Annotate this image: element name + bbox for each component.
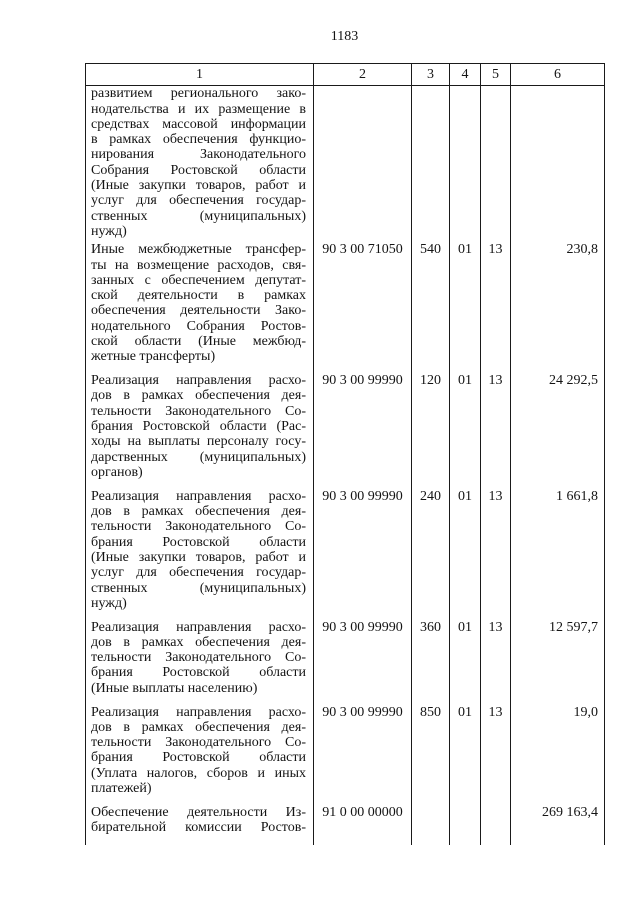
description-line: услуг для обеспечения государ- [91,193,306,209]
expense-type-cell [412,86,450,242]
description-line: Реализация направления расхо- [91,619,306,635]
code-cell: 90 3 00 99990 [314,705,412,805]
description-line: развитием регионального зако- [91,86,306,102]
table-row [86,620,605,705]
description-cell [86,86,314,242]
amount-cell: 12 597,7 [511,620,605,705]
description-line: нодательного Собрания Ростов- [91,318,306,334]
description-line: Обеспечение деятельности Из- [91,804,306,820]
description-line: услуг для обеспечения государ- [91,565,306,581]
description-line: ственных (муниципальных) [91,208,306,224]
amount-cell: 24 292,5 [511,373,605,489]
description-line: дов в рамках обеспечения дея- [91,719,306,735]
table-row [86,705,605,805]
description-line: жетные трансферты) [91,349,216,365]
description-line: тельности Законодательного Со- [91,519,306,535]
section-cell: 01 [450,242,481,373]
description-line: дов в рамках обеспечения дея- [91,504,306,520]
table-row [86,805,605,846]
header-col-5: 5 [481,64,511,86]
description-line: обеспечения деятельности Зако- [91,303,306,319]
subsection-cell: 13 [481,705,511,805]
code-cell: 91 0 00 00000 [314,805,412,846]
section-cell: 01 [450,620,481,705]
description-line: дов в рамках обеспечения дея- [91,388,306,404]
description-line: брания Ростовской области (Рас- [91,419,306,435]
description-line: ходы на выплаты персоналу госу- [91,434,306,450]
expense-type-cell: 540 [412,242,450,373]
code-cell: 90 3 00 99990 [314,620,412,705]
expense-type-cell: 120 [412,373,450,489]
code-cell: 90 3 00 99990 [314,373,412,489]
description-cell [86,705,314,805]
description-line: платежей) [91,781,152,797]
subsection-cell: 13 [481,242,511,373]
table-row [86,86,605,242]
amount-cell: 230,8 [511,242,605,373]
description-line: (Уплата налогов, сборов и иных [91,765,306,781]
amount-cell: 269 163,4 [511,805,605,846]
description-line: (Иные выплаты населению) [91,680,258,696]
subsection-cell: 13 [481,373,511,489]
expense-type-cell [412,805,450,846]
description-line: Собрания Ростовской области [91,162,306,178]
section-cell: 01 [450,489,481,620]
description-line: ской деятельности в рамках [91,288,306,304]
subsection-cell [481,86,511,242]
table-row [86,373,605,489]
description-line: брания Ростовской области [91,750,306,766]
header-col-3: 3 [412,64,450,86]
table-row [86,242,605,373]
description-cell [86,805,314,846]
description-line: нужд) [91,223,127,239]
description-cell [86,373,314,489]
expense-type-cell: 360 [412,620,450,705]
description-line: тельности Законодательного Со- [91,735,306,751]
description-line: брания Ростовской области [91,534,306,550]
header-col-2: 2 [314,64,412,86]
code-cell [314,86,412,242]
description-line: дов в рамках обеспечения дея- [91,634,306,650]
description-line: в рамках обеспечения функцио- [91,132,306,148]
description-cell [86,489,314,620]
description-line: ственных (муниципальных) [91,580,306,596]
description-cell [86,620,314,705]
description-line: брания Ростовской области [91,665,306,681]
table-row [86,489,605,620]
description-line: органов) [91,464,143,480]
table-header-row [86,64,605,86]
description-line: тельности Законодательного Со- [91,403,306,419]
code-cell: 90 3 00 99990 [314,489,412,620]
description-line: занных с обеспечением депутат- [91,272,306,288]
header-col-6: 6 [511,64,605,86]
description-line: дарственных (муниципальных) [91,449,306,465]
section-cell: 01 [450,373,481,489]
description-line: средствах массовой информации [91,116,306,132]
description-line: тельности Законодательного Со- [91,650,306,666]
section-cell [450,86,481,242]
code-cell: 90 3 00 71050 [314,242,412,373]
description-line: нодательства и их размещение в [91,101,306,117]
expense-type-cell: 850 [412,705,450,805]
subsection-cell: 13 [481,489,511,620]
header-col-4: 4 [450,64,481,86]
expense-type-cell: 240 [412,489,450,620]
subsection-cell [481,805,511,846]
description-line: нужд) [91,595,127,611]
description-line: ской области (Иные межбюд- [91,334,306,350]
description-line: (Иные закупки товаров, работ и [91,549,306,565]
amount-cell: 1 661,8 [511,489,605,620]
section-cell [450,805,481,846]
description-line: (Иные закупки товаров, работ и [91,178,306,194]
description-line: нирования Законодательного [91,147,306,163]
description-line: Реализация направления расхо- [91,488,306,504]
section-cell: 01 [450,705,481,805]
description-line: ты на возмещение расходов, свя- [91,257,306,273]
description-line: Иные межбюджетные трансфер- [91,242,306,258]
description-cell [86,242,314,373]
amount-cell: 19,0 [511,705,605,805]
subsection-cell: 13 [481,620,511,705]
description-line: Реализация направления расхо- [91,373,306,389]
header-col-1: 1 [86,64,314,86]
description-line: Реализация направления расхо- [91,704,306,720]
budget-table [85,63,605,845]
page-number: 1183 [330,29,359,44]
description-line: бирательной комиссии Ростов- [91,820,306,836]
amount-cell [511,86,605,242]
